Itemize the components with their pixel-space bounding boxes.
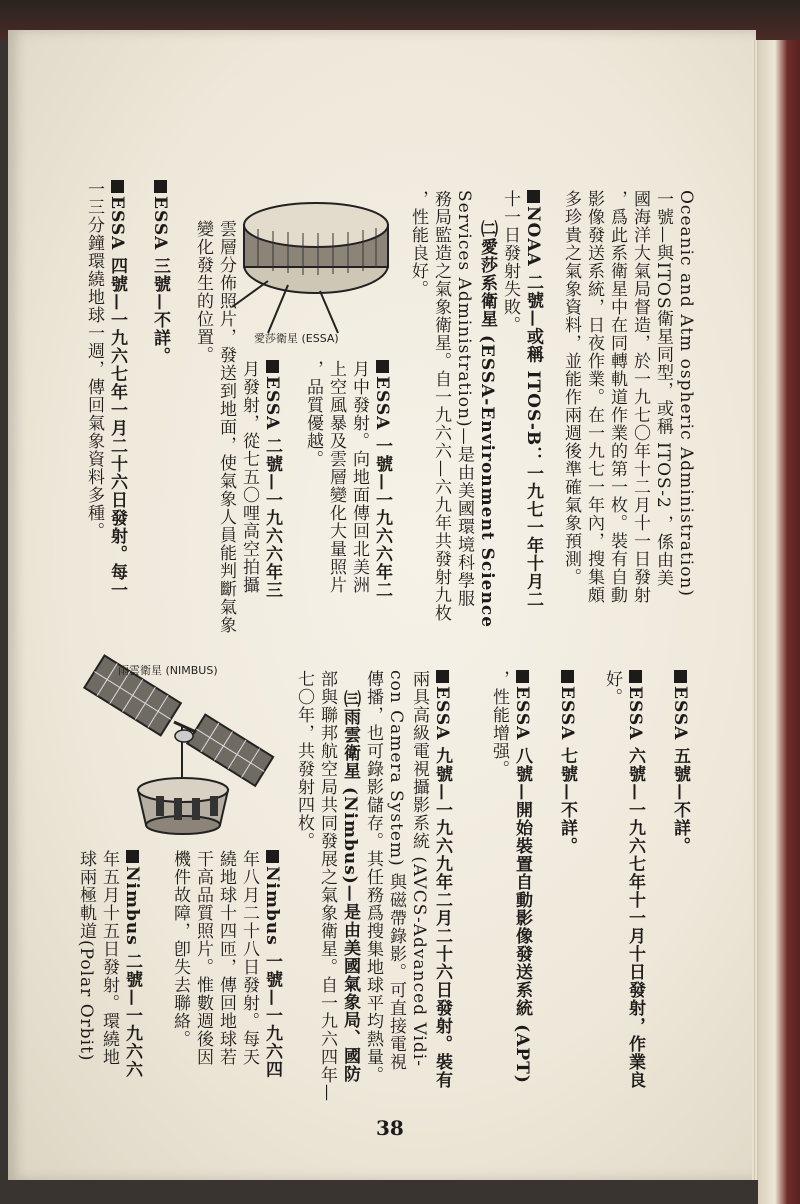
text-column: 十一日發射失敗。 xyxy=(500,190,520,334)
text-column: 變化發生的位置。 xyxy=(193,220,213,364)
bullet-mark xyxy=(516,670,529,683)
text-column: ，爲此系衛星中在同轉軌道作業的第一枚。裝有自動 xyxy=(607,190,627,604)
essa-figure-caption: 愛莎衛星 (ESSA) xyxy=(254,332,339,345)
text-column: Oceanic and Atm ospheric Administration) xyxy=(676,190,696,598)
bullet-mark xyxy=(111,180,124,193)
entry-essa-1: ESSA 一號—一九六六年二 xyxy=(370,360,393,650)
text-column: 年八月二十八日發射。每天 xyxy=(239,850,259,1066)
text-column: 上空風暴及雲層變化大量照片 xyxy=(326,360,346,594)
text-column: 繞地球十四匝，傳回地球若 xyxy=(216,850,236,1066)
text-column: 年五月十五日發射。環繞地 xyxy=(99,850,119,1066)
text-column: ，品質優越。 xyxy=(303,360,323,468)
entry-noaa-2: NOAA 二號—或稱 ITOS-B：一九七一年十月二 xyxy=(521,190,544,650)
essa-satellite-figure xyxy=(228,195,398,335)
section-nimbus: ㈢雨雲衛星 (Nimbus)—是由美國氣象局、國防 xyxy=(340,690,360,1083)
text-column: 七〇年，共發射四枚。 xyxy=(294,670,314,850)
text-column: con Camera System) 與磁帶錄影。可直接電視 xyxy=(386,670,406,1072)
text-column: 國海洋大氣局督造，於一九七〇年十二月十一日發射 xyxy=(630,190,650,604)
text-column: 務局監造之氣象衛星。自一九六六—六九年共發射九枚 xyxy=(431,190,451,622)
text-column: Services Administration)—是由美國環境科學服 xyxy=(454,190,474,608)
bullet-mark xyxy=(561,670,574,683)
text-column: 一號—與ITOS衛星同型，或稱 ITOS-2 ，係由美 xyxy=(653,190,673,588)
nimbus-figure-caption: 雨雲衛星 (NIMBUS) xyxy=(118,664,218,677)
text-column: ，性能增强。 xyxy=(489,670,509,778)
bullet-mark xyxy=(527,190,540,203)
page-number: 38 xyxy=(376,1116,404,1140)
text-column: 干高品質照片。惟數週後因 xyxy=(193,850,213,1066)
entry-essa-6: ESSA 六號—一九六七年十一月十日發射，作業良 xyxy=(623,670,646,1110)
entry-essa-7: ESSA 七號—不詳。 xyxy=(555,670,578,1110)
entry-essa-2: ESSA 二號—一九六六年三 xyxy=(260,360,283,650)
text-column: ，性能良好。 xyxy=(408,190,428,298)
entry-essa-9: ESSA 九號—一九六九年二月二十六日發射。裝有 xyxy=(430,670,453,1110)
entry-nimbus-2: Nimbus 二號—一九六六 xyxy=(120,850,143,1110)
text-column: 傳播，也可錄影儲存。其任務爲搜集地球平均熱量。 xyxy=(363,670,383,1084)
book-cover-right xyxy=(758,40,800,1204)
bullet-mark xyxy=(376,360,389,373)
text-column: 雲層分佈照片，發送到地面，使氣象人員能判斷氣象 xyxy=(216,220,236,634)
bullet-mark xyxy=(126,850,139,863)
text-column: 好。 xyxy=(602,670,622,706)
bullet-mark xyxy=(154,180,167,193)
text-column: 多珍貴之氣象資料，並能作兩週後準確氣象預測。 xyxy=(561,190,581,586)
entry-essa-8: ESSA 八號—開始裝置自動影像發送系統 (APT) xyxy=(510,670,533,1110)
text-column: 兩具高級電視攝影系統 (AVCS-Advanced Vidi- xyxy=(409,670,429,1067)
text-column: 月發射，從七五〇哩高空拍攝 xyxy=(239,360,259,594)
entry-essa-5: ESSA 五號—不詳。 xyxy=(668,670,691,1110)
bullet-mark xyxy=(266,360,279,373)
text-column: 一三分鐘環繞地球一週，傳回氣象資料多種。 xyxy=(84,180,104,540)
text-column: 球兩極軌道(Polar Orbit) xyxy=(76,850,96,1062)
entry-essa-4: ESSA 四號—一九六七年一月二十六日發射。每一 xyxy=(105,180,128,650)
book-page xyxy=(8,30,756,1180)
bullet-mark xyxy=(674,670,687,683)
text-column: 機件故障，卽失去聯絡。 xyxy=(170,850,190,1048)
section-essa: ㈡愛莎系衛星 (ESSA-Environment Science xyxy=(477,220,497,629)
text-column: 月中發射。向地面傳回北美洲 xyxy=(349,360,369,594)
bullet-mark xyxy=(629,670,642,683)
bullet-mark xyxy=(436,670,449,683)
text-column: 影像發送系統，日夜作業。在一九七一年內，搜集頗 xyxy=(584,190,604,604)
text-column: 部與聯邦航空局共同發展之氣象衛星。自一九六四年— xyxy=(317,670,337,1102)
entry-nimbus-1: Nimbus 一號—一九六四 xyxy=(260,850,283,1110)
bullet-mark xyxy=(266,850,279,863)
entry-essa-3: ESSA 三號—不詳。 xyxy=(148,180,171,650)
